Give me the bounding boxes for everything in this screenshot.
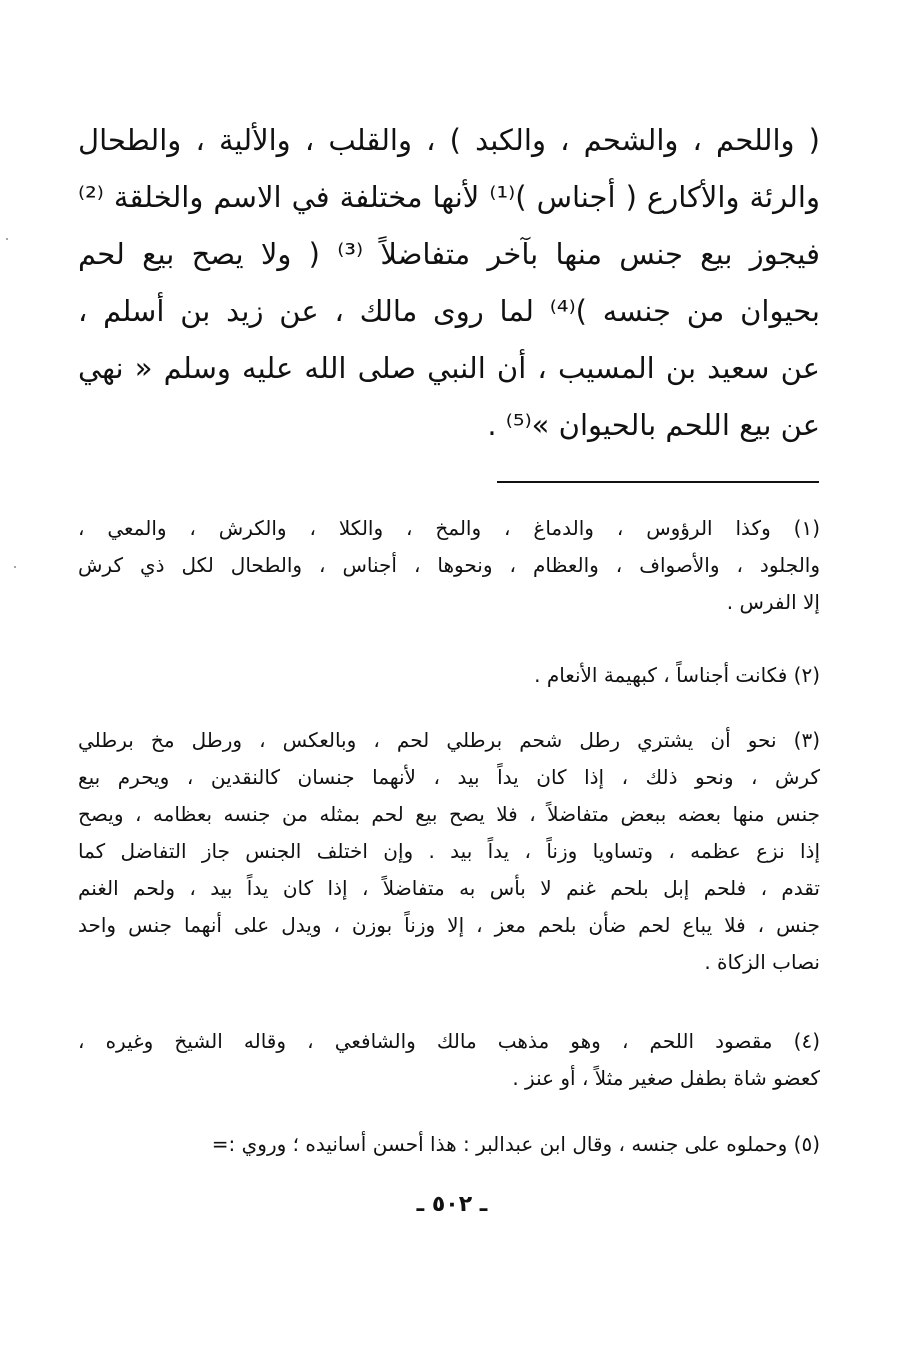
footnote-line: والجلود ، والأصواف ، والعظام ، ونحوها ، أجناس ، والطحال لكل ذي كرش bbox=[78, 553, 820, 577]
main-text-block bbox=[78, 112, 820, 454]
footnote-2 bbox=[78, 657, 820, 694]
footnote-line: كرش ، ونحو ذلك ، إذا كان يداً بيد ، لأنهما جنسان كالنقدين ، ويحرم بيع bbox=[78, 765, 820, 789]
footnote-line: (٥) وحملوه على جنسه ، وقال ابن عبدالبر : هذا أحسن أسانيده ؛ وروي := bbox=[211, 1132, 820, 1156]
main-text-line: ( واللحم ، والشحم ، والكبد ) ، والقلب ، والألية ، والطحال bbox=[78, 123, 820, 157]
footnote-line: إلا الفرس . bbox=[726, 590, 820, 614]
footnote-4 bbox=[78, 1023, 820, 1097]
footnote-line: (١) وكذا الرؤوس ، والدماغ ، والمخ ، والكلا ، والكرش ، والمعي ، bbox=[78, 516, 820, 540]
footnote-line: (٣) نحو أن يشتري رطل شحم برطلي لحم ، وبالعكس ، ورطل مخ برطلي bbox=[78, 728, 820, 752]
main-text-line: فيجوز بيع جنس منها بآخر متفاضلاً ⁽³⁾ ( ولا يصح بيع لحم bbox=[78, 237, 821, 271]
main-text-line: عن سعيد بن المسيب ، أن النبي صلى الله عليه وسلم « نهي bbox=[78, 351, 820, 385]
page-number: ـ ٥٠٢ ـ bbox=[416, 1192, 488, 1217]
footnote-line: تقدم ، فلحم إبل بلحم غنم لا بأس به متفاضلاً ، إذا كان يداً بيد ، ولحم الغنم bbox=[78, 876, 820, 900]
footnote-line: (٤) مقصود اللحم ، وهو مذهب مالك والشافعي ، وقاله الشيخ وغيره ، bbox=[78, 1029, 820, 1053]
footnote-line: كعضو شاة بطفل صغير مثلاً ، أو عنز . bbox=[512, 1066, 820, 1090]
footnote-1 bbox=[78, 510, 820, 621]
main-text-line: بحيوان من جنسه )⁽⁴⁾ لما روى مالك ، عن زيد بن أسلم ، bbox=[78, 294, 820, 328]
footnote-line: (٢) فكانت أجناساً ، كبهيمة الأنعام . bbox=[534, 663, 820, 687]
footnote-line: جنس منها بعضه ببعض متفاضلاً ، فلا يصح بيع لحم بمثله من جنسه بعظامه ، ويصح bbox=[78, 802, 820, 826]
footnote-line: إذا نزع عظمه ، وتساويا وزناً ، يداً بيد . وإن اختلف الجنس جاز التفاضل كما bbox=[78, 839, 820, 863]
footnote-3 bbox=[78, 722, 820, 981]
scan-speck bbox=[14, 566, 16, 568]
main-text-line: عن بيع اللحم بالحيوان »⁽⁵⁾ . bbox=[487, 408, 820, 442]
footnote-line: نصاب الزكاة . bbox=[704, 950, 820, 974]
footnote-5 bbox=[78, 1126, 820, 1163]
scan-speck bbox=[6, 238, 8, 240]
main-text-line: والرئة والأكارع ( أجناس )⁽¹⁾ لأنها مختلفة في الاسم والخلقة ⁽²⁾ bbox=[78, 180, 820, 214]
footnote-separator-rule bbox=[497, 481, 819, 483]
footnote-line: جنس ، فلا يباع لحم ضأن بلحم معز ، إلا وزناً بوزن ، ويدل على أنهما جنس واحد bbox=[78, 913, 820, 937]
